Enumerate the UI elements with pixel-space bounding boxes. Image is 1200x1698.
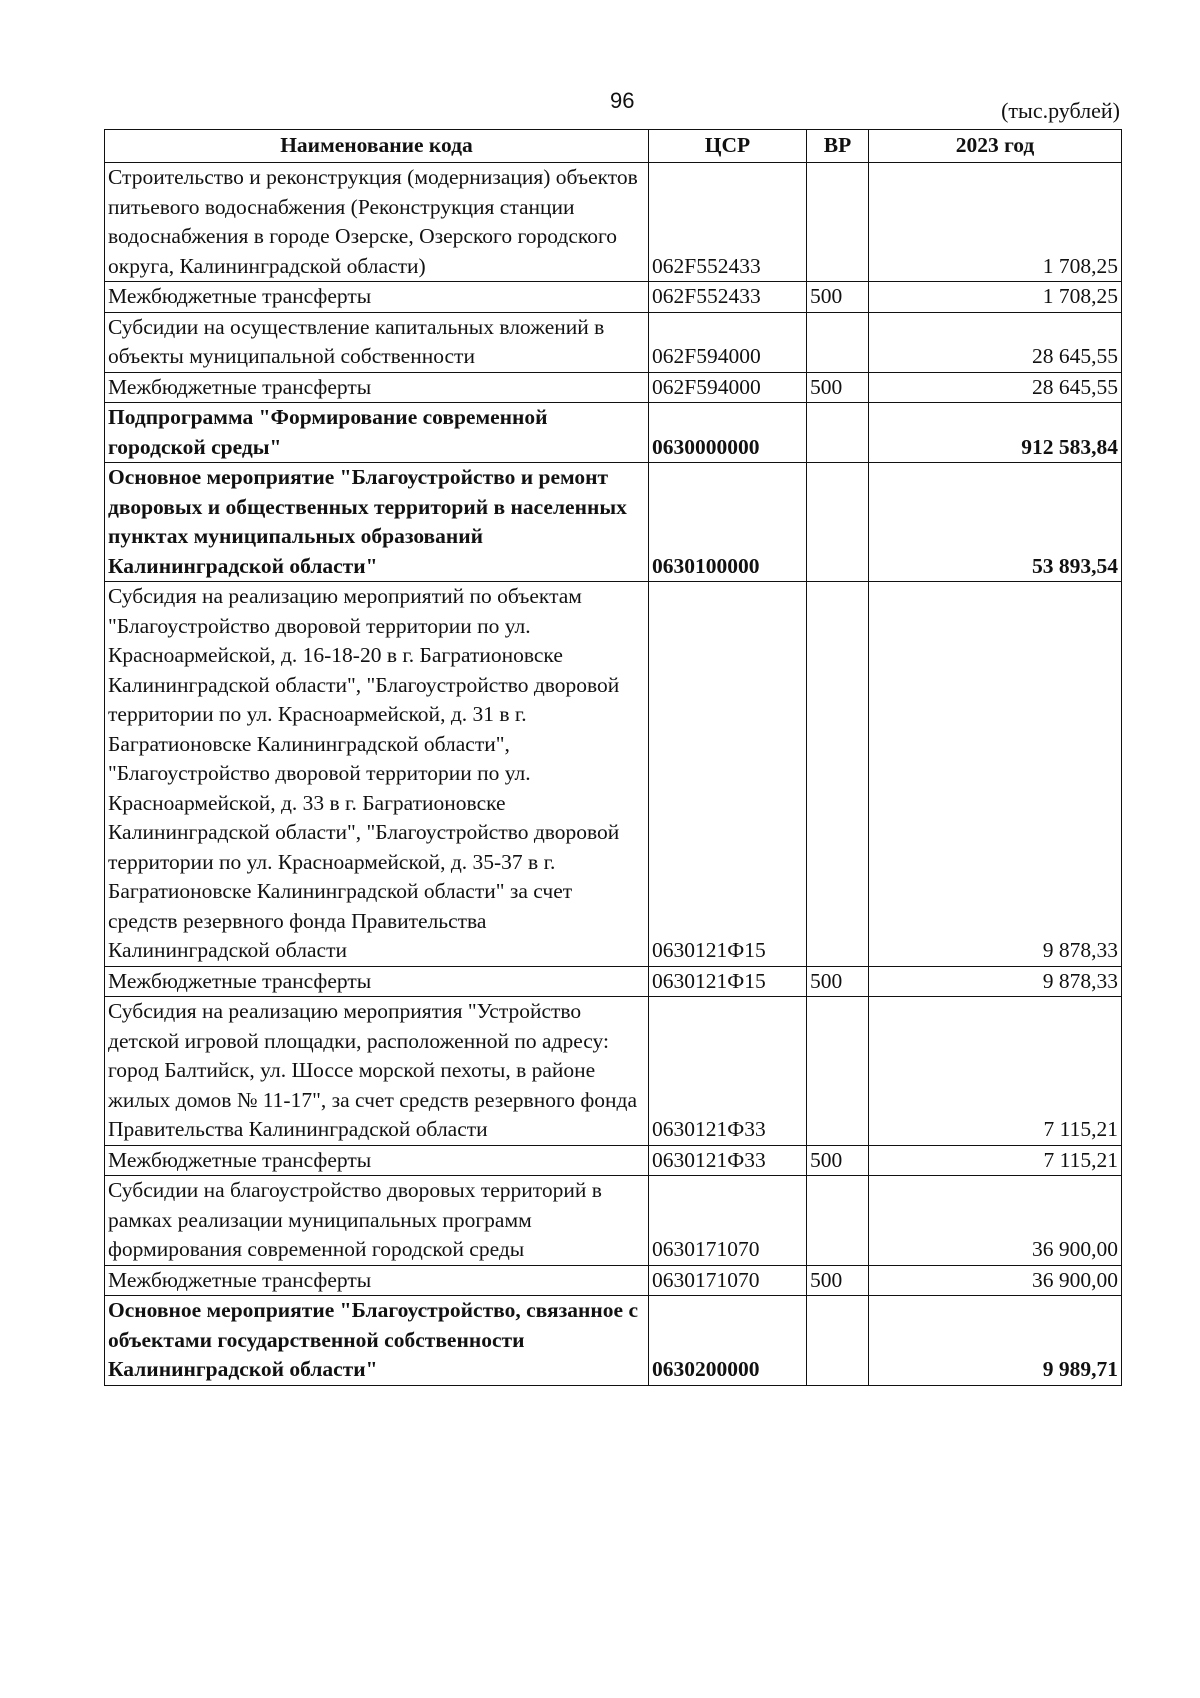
row-sum: 7 115,21 <box>869 997 1122 1146</box>
table-header-row <box>105 130 1122 163</box>
table-row <box>105 1176 1122 1266</box>
row-sum: 53 893,54 <box>869 463 1122 582</box>
row-name: Межбюджетные трансферты <box>105 1265 649 1296</box>
table-row <box>105 463 1122 582</box>
table-row <box>105 1265 1122 1296</box>
table-row <box>105 966 1122 997</box>
row-vr <box>807 1296 869 1386</box>
row-csr: 062F552433 <box>649 282 807 313</box>
row-vr: 500 <box>807 1265 869 1296</box>
row-sum: 36 900,00 <box>869 1265 1122 1296</box>
row-name: Межбюджетные трансферты <box>105 1145 649 1176</box>
row-name: Межбюджетные трансферты <box>105 372 649 403</box>
table-row <box>105 1296 1122 1386</box>
table-row <box>105 282 1122 313</box>
row-csr: 0630121Ф33 <box>649 997 807 1146</box>
row-name: Субсидии на осуществление капитальных вложений в объекты муниципальной собственности <box>105 312 649 372</box>
row-sum: 28 645,55 <box>869 312 1122 372</box>
row-name: Основное мероприятие "Благоустройство и ремонт дворовых и общественных территорий в населенных пунктах муниципальных образований Калининградской области" <box>105 463 649 582</box>
row-csr: 0630171070 <box>649 1265 807 1296</box>
row-csr: 0630000000 <box>649 403 807 463</box>
row-vr <box>807 403 869 463</box>
header-sum: 2023 год <box>869 130 1122 163</box>
row-name: Основное мероприятие "Благоустройство, связанное с объектами государственной собственности Калининградской области" <box>105 1296 649 1386</box>
row-csr: 062F552433 <box>649 163 807 282</box>
row-vr <box>807 582 869 967</box>
budget-table <box>104 129 1122 1386</box>
row-vr <box>807 312 869 372</box>
row-vr: 500 <box>807 1145 869 1176</box>
row-csr: 0630121Ф33 <box>649 1145 807 1176</box>
table-row <box>105 582 1122 967</box>
units-label: (тыс.рублей) <box>1001 98 1120 123</box>
row-csr: 062F594000 <box>649 312 807 372</box>
header-csr: ЦСР <box>649 130 807 163</box>
row-sum: 7 115,21 <box>869 1145 1122 1176</box>
header-vr: ВР <box>807 130 869 163</box>
table-row <box>105 312 1122 372</box>
row-csr: 0630100000 <box>649 463 807 582</box>
row-name: Строительство и реконструкция (модернизация) объектов питьевого водоснабжения (Реконструкция станции водоснабжения в городе Озерске, Озерского городского округа, Калининградской области) <box>105 163 649 282</box>
table-row <box>105 372 1122 403</box>
table-row <box>105 1145 1122 1176</box>
row-csr: 062F594000 <box>649 372 807 403</box>
row-vr <box>807 997 869 1146</box>
row-name: Субсидия на реализацию мероприятий по объектам "Благоустройство дворовой территории по ул. Красноармейской, д. 16-18-20 в г. Багратионовске Калининградской области", "Благоустройство дворовой территории по ул. Красноармейской, д. 31 в г. Багратионовске Калининградской области", "Благоустройство дворовой территории по ул. Красноармейской, д. 33 в г. Багратионовске Калининградской области", "Благоустройство дворовой территории по ул. Красноармейской, д. 35-37 в г. Багратионовске Калининградской области" за счет средств резервного фонда Правительства Калининградской области <box>105 582 649 967</box>
row-csr: 0630200000 <box>649 1296 807 1386</box>
row-vr <box>807 463 869 582</box>
row-csr: 0630121Ф15 <box>649 966 807 997</box>
row-name: Межбюджетные трансферты <box>105 282 649 313</box>
table-row <box>105 403 1122 463</box>
row-sum: 1 708,25 <box>869 163 1122 282</box>
table-row <box>105 163 1122 282</box>
row-vr: 500 <box>807 966 869 997</box>
row-vr: 500 <box>807 372 869 403</box>
row-sum: 1 708,25 <box>869 282 1122 313</box>
row-name: Субсидия на реализацию мероприятия "Устройство детской игровой площадки, расположенной по адресу: город Балтийск, ул. Шоссе морской пехоты, в районе жилых домов № 11-17", за счет средств резервного фонда Правительства Калининградской области <box>105 997 649 1146</box>
row-vr: 500 <box>807 282 869 313</box>
row-sum: 912 583,84 <box>869 403 1122 463</box>
row-csr: 0630121Ф15 <box>649 582 807 967</box>
row-sum: 9 989,71 <box>869 1296 1122 1386</box>
row-csr: 0630171070 <box>649 1176 807 1266</box>
row-name: Субсидии на благоустройство дворовых территорий в рамках реализации муниципальных программ формирования современной городской среды <box>105 1176 649 1266</box>
row-sum: 36 900,00 <box>869 1176 1122 1266</box>
page-number: 96 <box>610 88 635 113</box>
table-row <box>105 997 1122 1146</box>
row-vr <box>807 1176 869 1266</box>
row-name: Подпрограмма "Формирование современной городской среды" <box>105 403 649 463</box>
header-name: Наименование кода <box>105 130 649 163</box>
row-sum: 28 645,55 <box>869 372 1122 403</box>
row-sum: 9 878,33 <box>869 966 1122 997</box>
row-vr <box>807 163 869 282</box>
row-sum: 9 878,33 <box>869 582 1122 967</box>
row-name: Межбюджетные трансферты <box>105 966 649 997</box>
